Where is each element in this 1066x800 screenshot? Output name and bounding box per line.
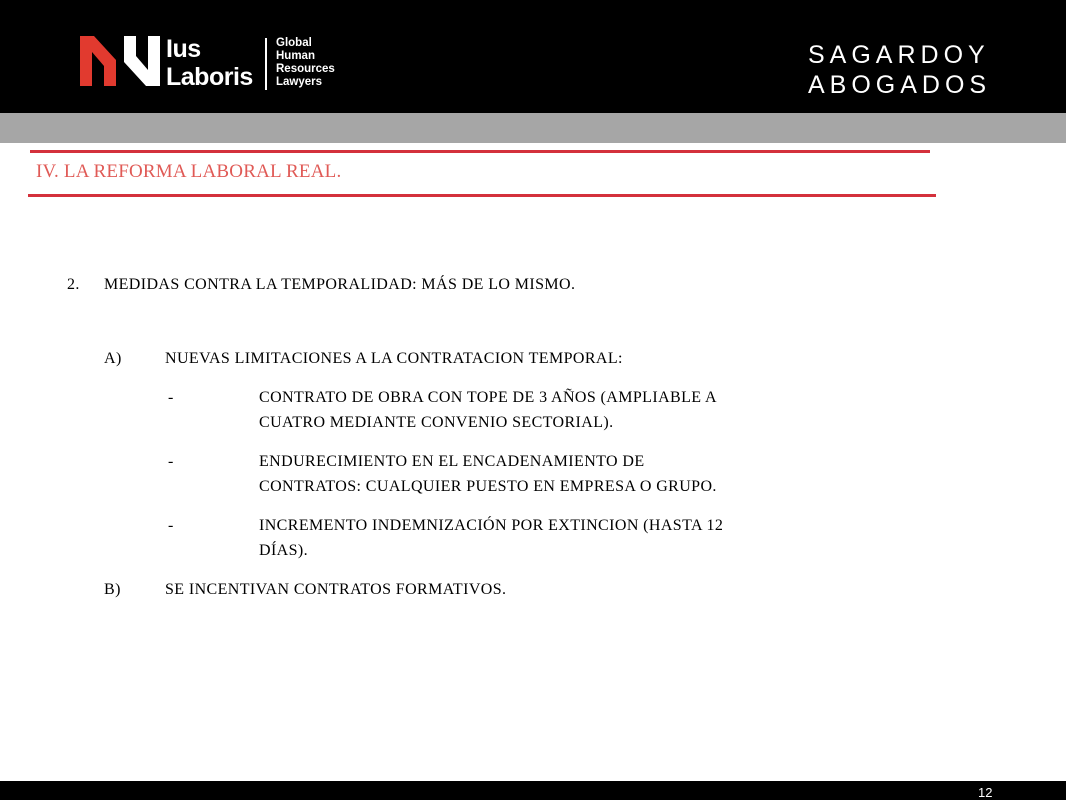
title-rule-bottom [28, 194, 936, 197]
ius-laboris-logo-icon [80, 36, 160, 86]
section-title: IV. LA REFORMA LABORAL REAL. [36, 161, 342, 182]
item-b-text: SE INCENTIVAN CONTRATOS FORMATIVOS. [165, 581, 507, 598]
page-number: 12 [978, 785, 993, 800]
title-rule-top [30, 150, 930, 153]
heading-text: MEDIDAS CONTRA LA TEMPORALIDAD: MÁS DE LO MISMO. [104, 276, 576, 293]
subitem-1-line-2: CUATRO MEDIANTE CONVENIO SECTORIAL). [259, 414, 614, 431]
subitem-1-line-1: CONTRATO DE OBRA CON TOPE DE 3 AÑOS (AMPLIABLE A [259, 389, 717, 406]
sagardoy-logo: SAGARDOY ABOGADOS [808, 41, 992, 99]
subitem-bullet: - [168, 453, 174, 470]
subitem-2-line-2: CONTRATOS: CUALQUIER PUESTO EN EMPRESA O GRUPO. [259, 478, 717, 495]
subitem-3-line-2: DÍAS). [259, 542, 309, 559]
subitem-3-line-1: INCREMENTO INDEMNIZACIÓN POR EXTINCION (HASTA 12 [259, 517, 724, 534]
ius-laboris-tagline: Global Human Resources Lawyers [276, 37, 335, 88]
logo-divider [265, 38, 267, 90]
ius-laboris-wordmark: Ius Laboris [166, 35, 253, 91]
subitem-bullet: - [168, 517, 174, 534]
subitem-2-line-1: ENDURECIMIENTO EN EL ENCADENAMIENTO DE [259, 453, 645, 470]
heading-number: 2. [67, 276, 80, 293]
item-b-label: B) [104, 581, 121, 598]
footer-bar [0, 781, 1066, 800]
header-gray-band [0, 113, 1066, 143]
subitem-bullet: - [168, 389, 174, 406]
item-a-label: A) [104, 350, 122, 367]
item-a-text: NUEVAS LIMITACIONES A LA CONTRATACION TEMPORAL: [165, 350, 623, 367]
